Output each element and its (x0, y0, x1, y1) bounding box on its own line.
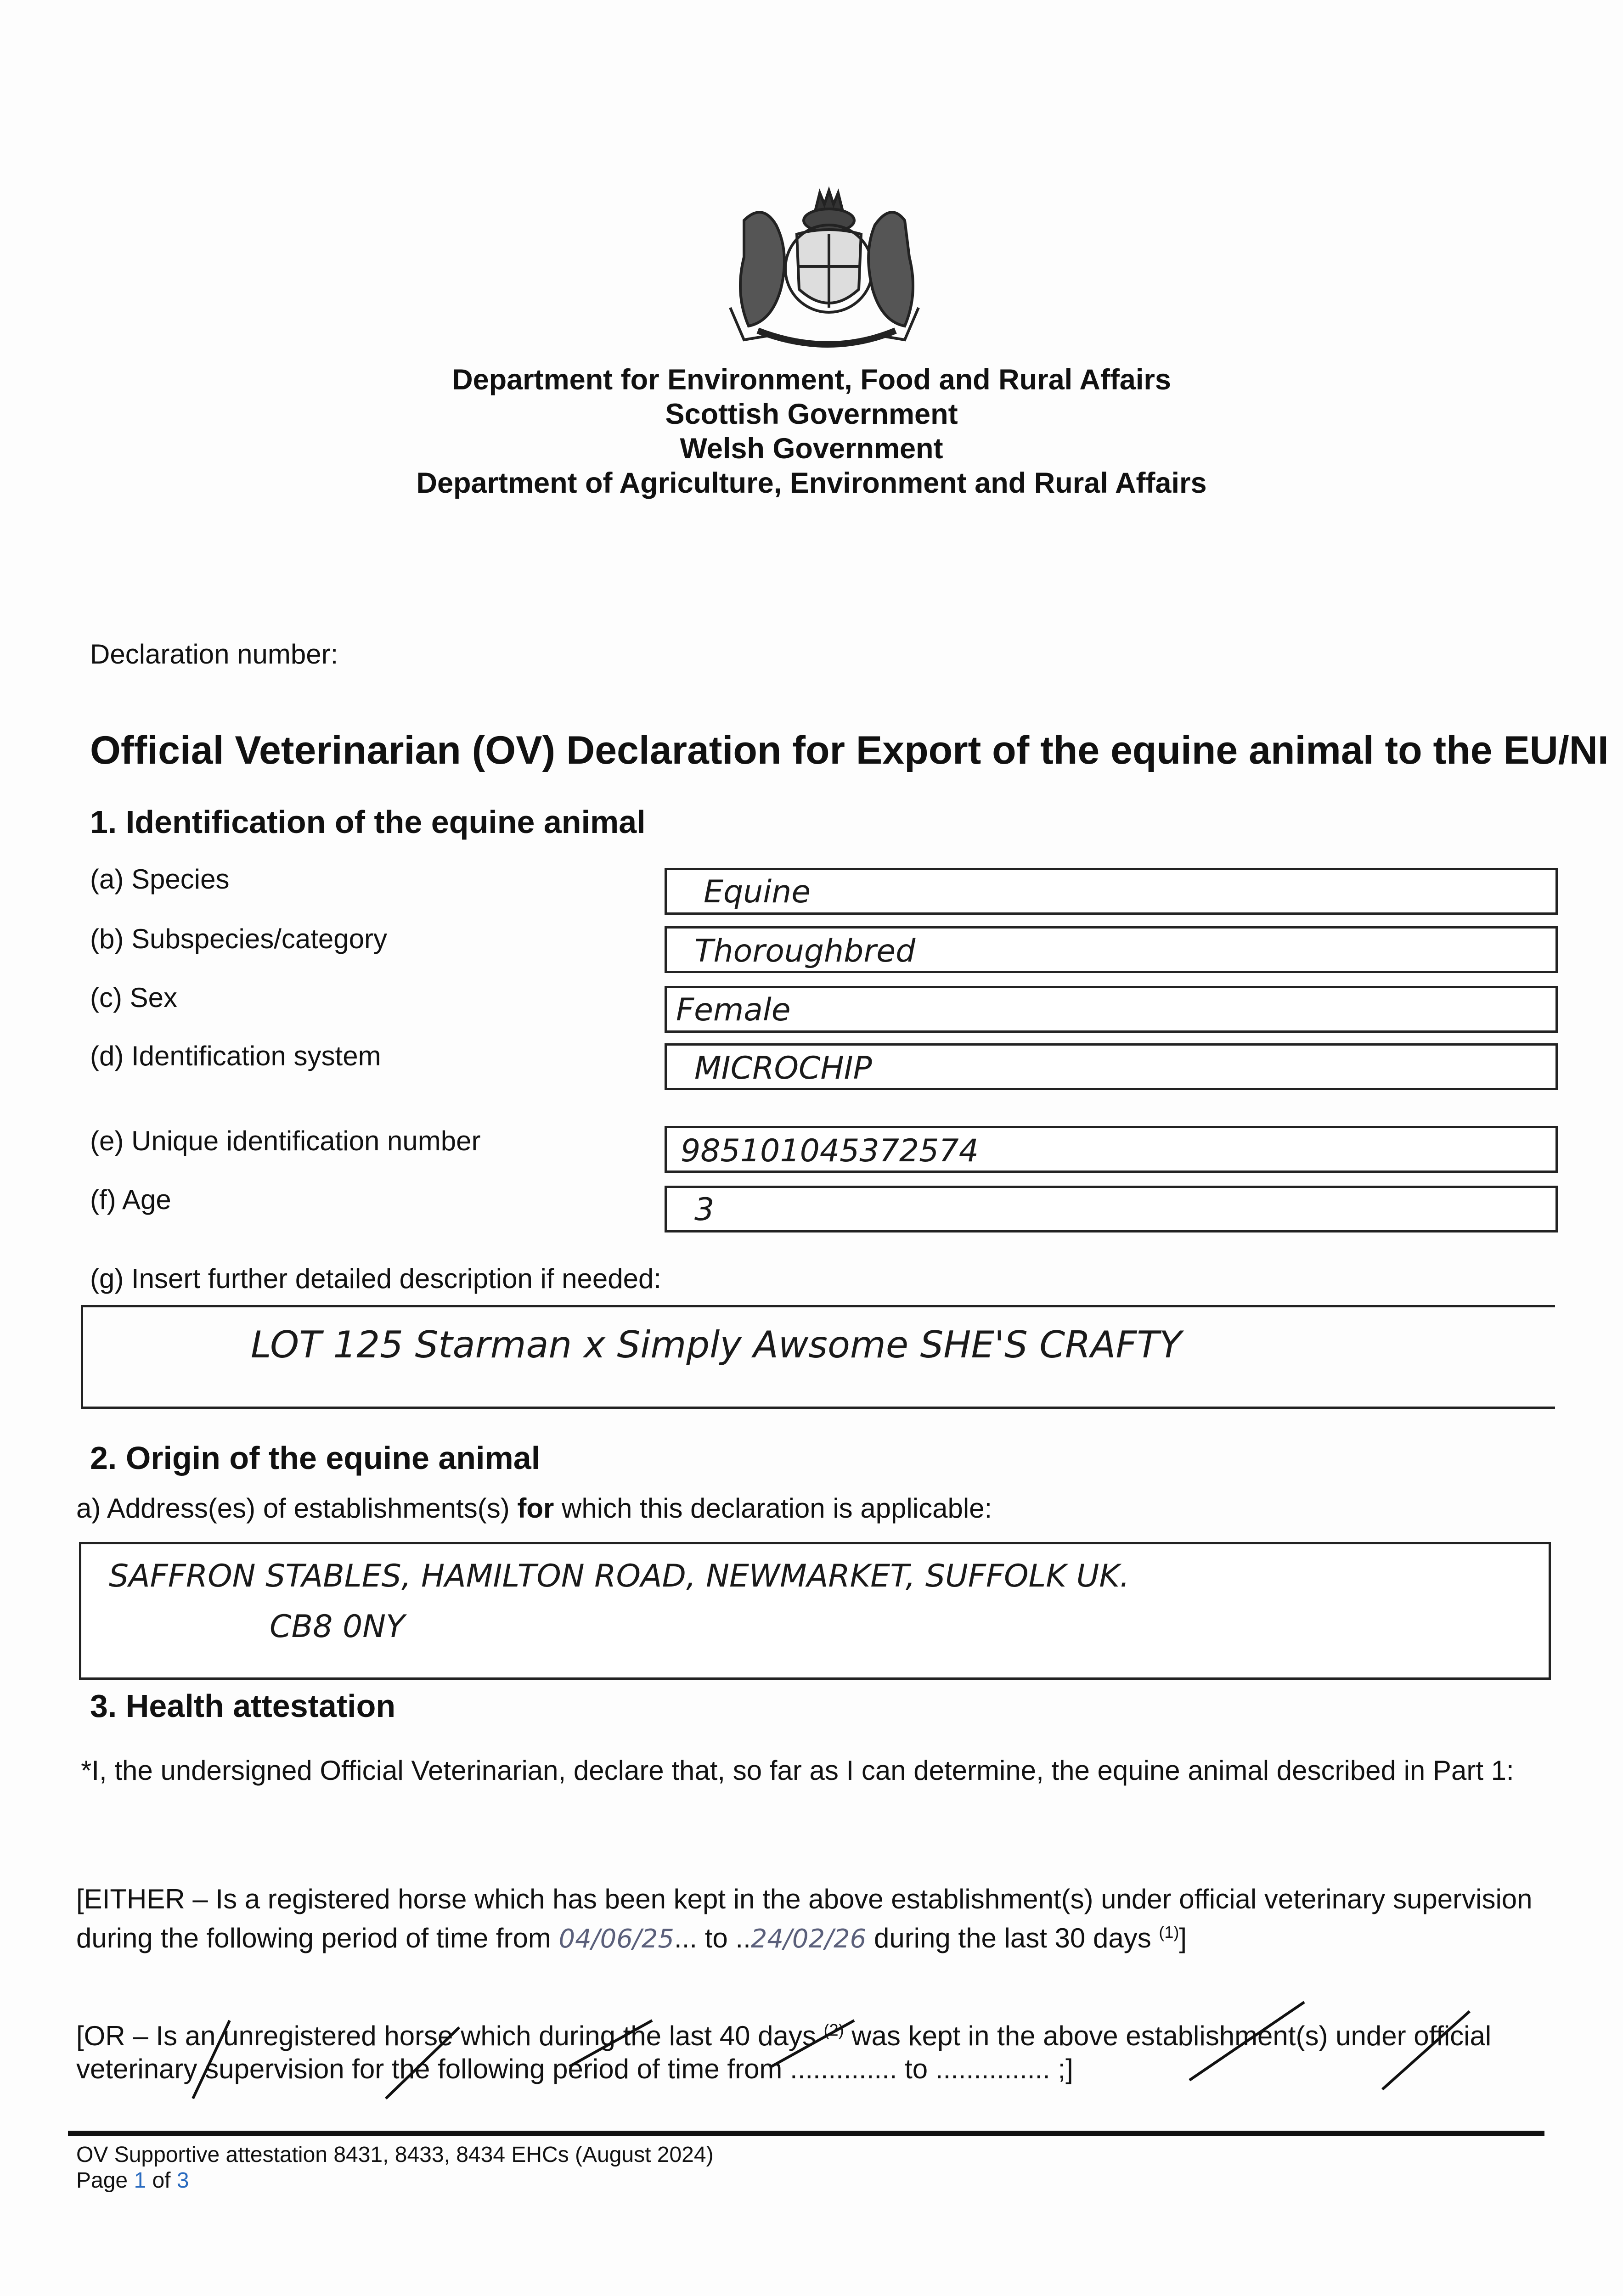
unique-id-field[interactable] (665, 1126, 1558, 1173)
footer (76, 2142, 714, 2194)
section1-heading: 1. Identification of the equine animal (90, 804, 646, 840)
section3-heading: 3. Health attestation (90, 1688, 396, 1724)
header-dept-scottish: Scottish Government (665, 398, 958, 430)
footer-divider (68, 2131, 1544, 2136)
species-field[interactable] (665, 868, 1558, 915)
identification-system-label: (d) Identification system (90, 1041, 381, 1071)
further-description-value: LOT 125 Starman x Simply Awsome SHE'S CRAFTY (251, 1323, 1182, 1366)
identification-system-value: MICROCHIP (694, 1050, 872, 1086)
further-description-field[interactable] (81, 1305, 1555, 1409)
page-title: Official Veterinarian (OV) Declaration for Export of the equine animal to the EU/NI (90, 728, 1609, 772)
royal-coat-of-arms-icon (716, 184, 932, 358)
further-description-label: (g) Insert further detailed description if needed: (90, 1263, 662, 1294)
unique-id-value: 985101045372574 (681, 1133, 979, 1169)
subspecies-field[interactable] (665, 926, 1558, 973)
header-dept-welsh: Welsh Government (680, 433, 943, 465)
age-label: (f) Age (90, 1184, 171, 1215)
address-label: a) Address(es) of establishments(s) for which this declaration is applicable: (76, 1493, 992, 1524)
page-number: Page 1 of 3 (76, 2168, 189, 2193)
species-value: Equine (704, 874, 811, 910)
address-line2: CB8 0NY (270, 1609, 405, 1645)
or-statement: [OR – Is an unregistered horse which during the last 40 days $^{(2)}$ was kept in the above establishment(s) under official veterinary supervision for the following period of time from .............. to ............... ;] (76, 2020, 1492, 2084)
sex-label: (c) Sex (90, 982, 178, 1013)
declaration-number-label: Declaration number: (90, 639, 338, 670)
either-to-date: 24/02/26 (750, 1924, 867, 1954)
sex-value: Female (676, 992, 791, 1028)
unique-id-label: (e) Unique identification number (90, 1125, 481, 1156)
either-statement: [EITHER – Is a registered horse which has been kept in the above establishment(s) under official veterinary supervision during the following period of time from 04/06/25... to ..24/02/26 during the last 30 days $^{(1)}$] (76, 1884, 1533, 1954)
address-field[interactable] (79, 1542, 1551, 1680)
header-dept-daera: Department of Agriculture, Environment and Rural Affairs (416, 467, 1207, 499)
address-line1: SAFFRON STABLES, HAMILTON ROAD, NEWMARKET, SUFFOLK UK. (109, 1558, 1130, 1594)
health-attestation-intro: *I, the undersigned Official Veterinarian, declare that, so far as I can determine, the equine animal described in Part 1: (81, 1755, 1514, 1786)
section2-heading: 2. Origin of the equine animal (90, 1440, 541, 1476)
header-dept-defra: Department for Environment, Food and Rural Affairs (452, 364, 1171, 396)
subspecies-value: Thoroughbred (694, 933, 916, 969)
identification-system-field[interactable] (665, 1043, 1558, 1090)
age-field[interactable] (665, 1186, 1558, 1232)
footer-attestation-code: OV Supportive attestation 8431, 8433, 8434 EHCs (August 2024) (76, 2143, 714, 2167)
age-value: 3 (694, 1192, 715, 1228)
species-label: (a) Species (90, 864, 230, 895)
subspecies-label: (b) Subspecies/category (90, 923, 387, 954)
sex-field[interactable] (665, 986, 1558, 1033)
either-from-date: 04/06/25 (558, 1924, 675, 1954)
or-clause-strike-marks (0, 1993, 1623, 2103)
